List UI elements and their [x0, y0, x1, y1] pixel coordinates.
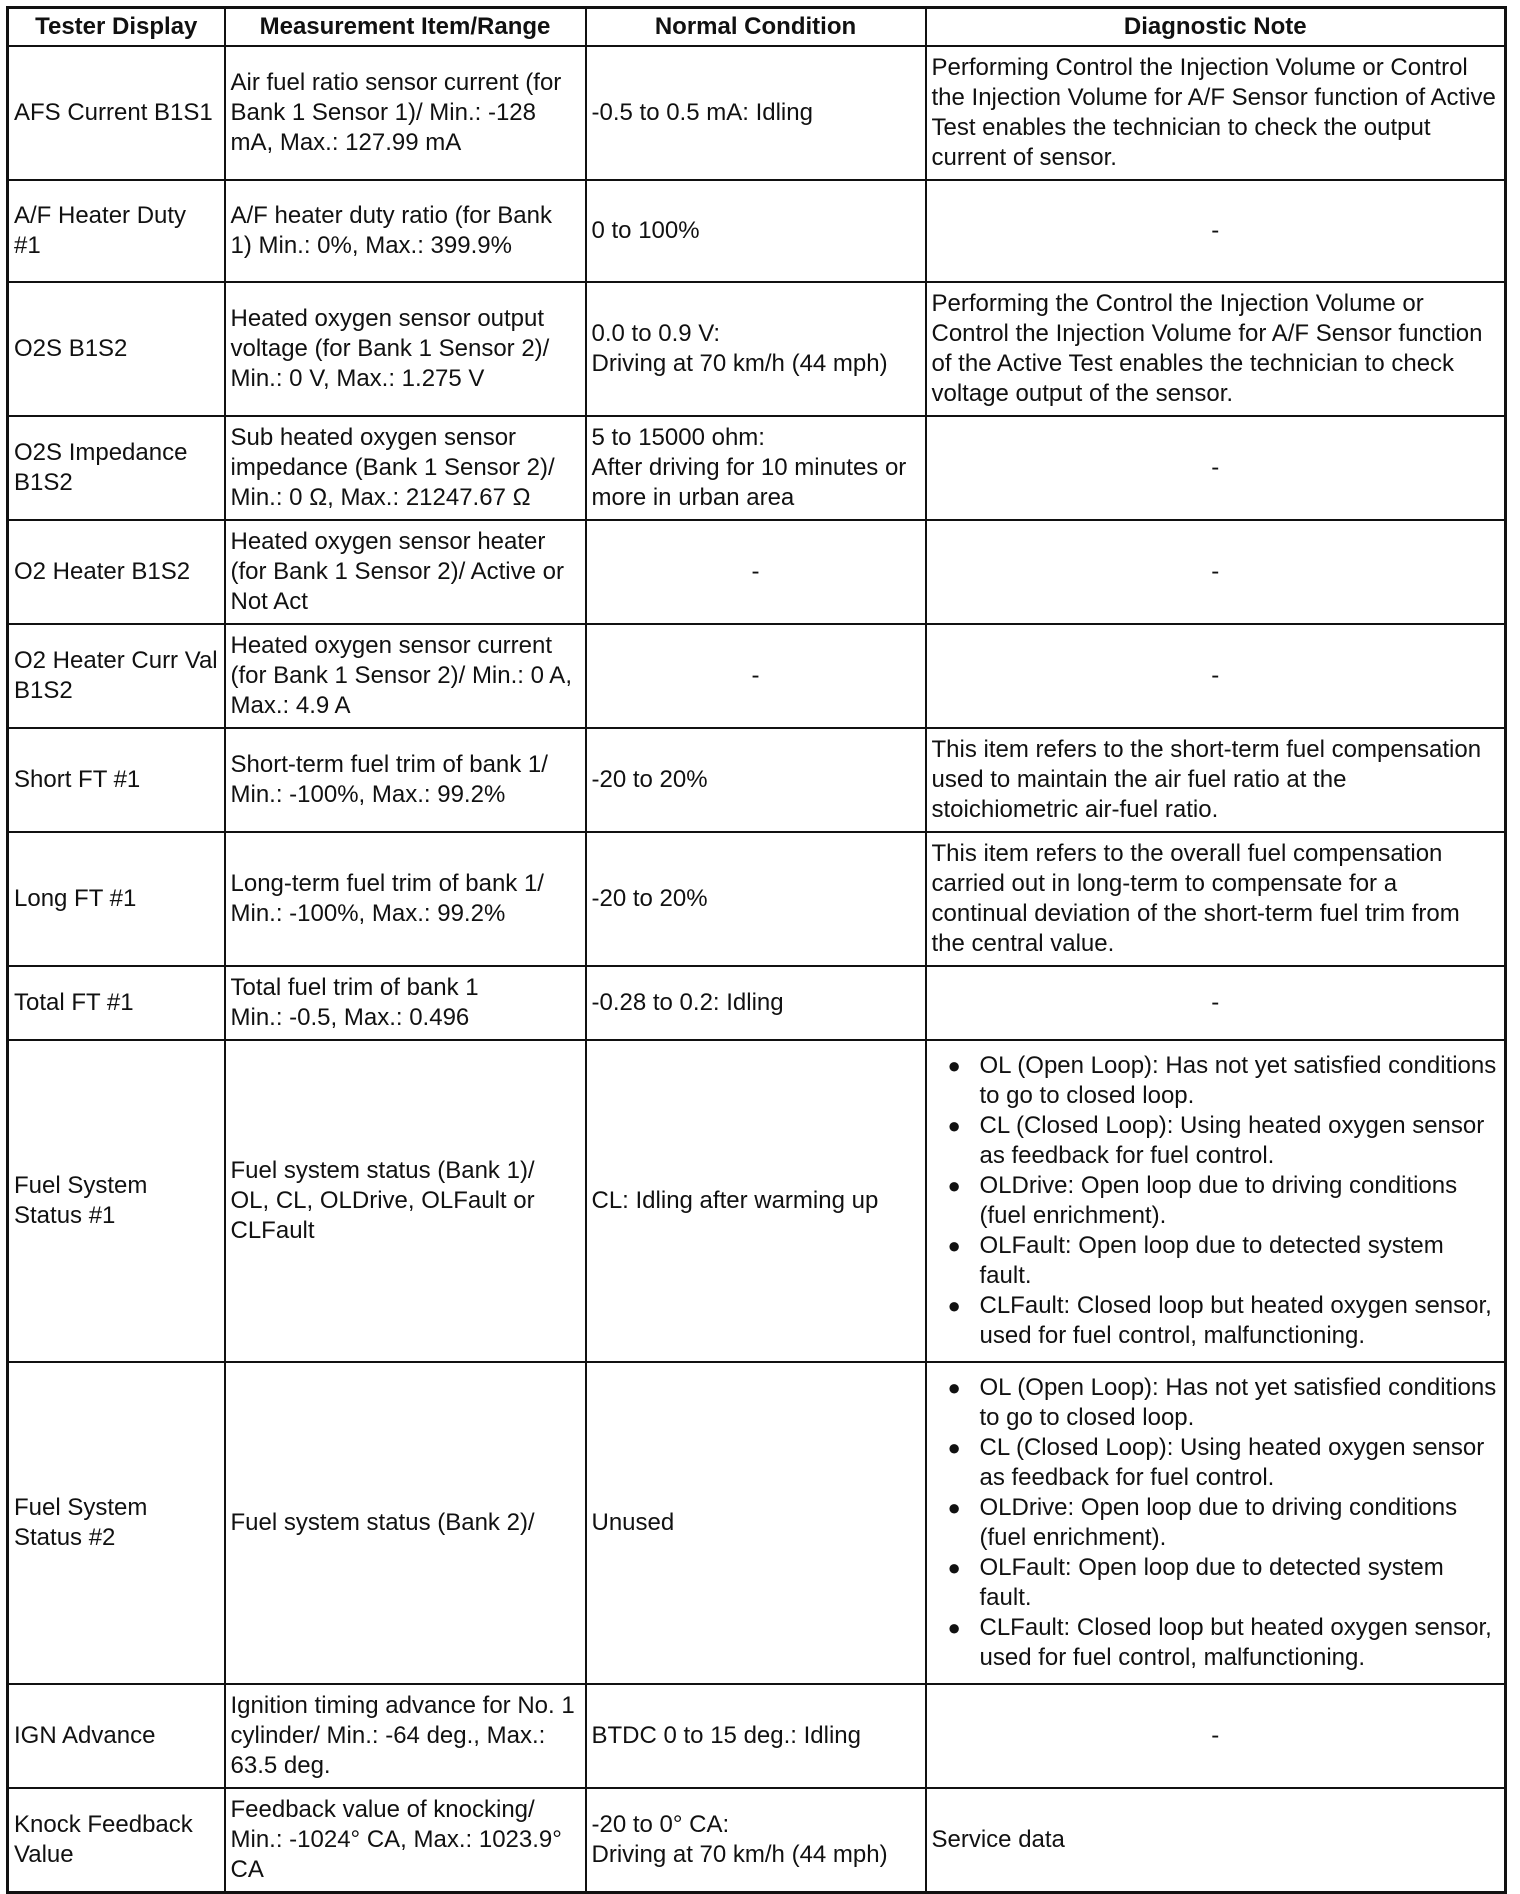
cell-tester-display: A/F Heater Duty #1	[8, 180, 225, 282]
cell-diagnostic-note: -	[926, 624, 1506, 728]
table-header-row	[8, 8, 1506, 47]
cell-diagnostic-note: This item refers to the short-term fuel compensation used to maintain the air fuel ratio at the stoichiometric air-fuel ratio.	[926, 728, 1506, 832]
cell-diagnostic-note: Service data	[926, 1788, 1506, 1893]
service-data-table-container	[6, 6, 1504, 1894]
list-item	[932, 1171, 1500, 1231]
cell-normal-condition	[586, 1788, 926, 1893]
bullet-text: OLDrive: Open loop due to driving conditions (fuel enrichment).	[979, 1172, 1458, 1229]
table-row	[8, 416, 1506, 520]
cell-normal-condition: -0.5 to 0.5 mA: Idling	[586, 46, 926, 180]
bullet-text: CLFault: Closed loop but heated oxygen sensor, used for fuel control, malfunctioning.	[979, 1614, 1492, 1671]
service-data-table	[6, 6, 1507, 1894]
cell-measurement: Feedback value of knocking/ Min.: -1024° CA, Max.: 1023.9° CA	[225, 1788, 586, 1893]
header-normal-condition: Normal Condition	[586, 8, 926, 47]
cell-normal-condition: -20 to 20%	[586, 832, 926, 966]
bullet-text: CL (Closed Loop): Using heated oxygen sensor as feedback for fuel control.	[979, 1112, 1485, 1169]
cell-tester-display: O2 Heater Curr Val B1S2	[8, 624, 225, 728]
cell-measurement: Fuel system status (Bank 2)/	[225, 1362, 586, 1684]
table-row	[8, 832, 1506, 966]
header-diagnostic-note: Diagnostic Note	[926, 8, 1506, 47]
measurement-item: Total fuel trim of bank 1	[230, 974, 479, 1001]
cell-measurement: Heated oxygen sensor heater (for Bank 1 Sensor 2)/ Active or Not Act	[225, 520, 586, 624]
cell-normal-condition	[586, 416, 926, 520]
table-row	[8, 728, 1506, 832]
cell-measurement: Short-term fuel trim of bank 1/ Min.: -100%, Max.: 99.2%	[225, 728, 586, 832]
list-item	[932, 1291, 1500, 1351]
cell-tester-display: AFS Current B1S1	[8, 46, 225, 180]
cell-normal-condition: CL: Idling after warming up	[586, 1040, 926, 1362]
cell-tester-display: O2 Heater B1S2	[8, 520, 225, 624]
list-item	[932, 1111, 1500, 1171]
list-item	[932, 1613, 1500, 1673]
table-row	[8, 46, 1506, 180]
table-row	[8, 1684, 1506, 1788]
bullet-icon: ●	[947, 1615, 961, 1640]
cell-tester-display: O2S Impedance B1S2	[8, 416, 225, 520]
bullet-icon: ●	[947, 1293, 961, 1318]
bullet-icon: ●	[947, 1375, 961, 1400]
cell-diagnostic-note: -	[926, 180, 1506, 282]
normal-condition-detail: Driving at 70 km/h (44 mph)	[591, 350, 888, 377]
normal-condition-value: 0.0 to 0.9 V:	[591, 320, 721, 347]
table-row	[8, 624, 1506, 728]
cell-measurement: Air fuel ratio sensor current (for Bank 1 Sensor 1)/ Min.: -128 mA, Max.: 127.99 mA	[225, 46, 586, 180]
cell-diagnostic-note: Performing the Control the Injection Volume or Control the Injection Volume for A/F Sensor function of the Active Test enables the technician to check voltage output of the sensor.	[926, 282, 1506, 416]
bullet-icon: ●	[947, 1173, 961, 1198]
cell-normal-condition	[586, 282, 926, 416]
cell-diagnostic-note: This item refers to the overall fuel compensation carried out in long-term to compensate for a continual deviation of the short-term fuel trim from the central value.	[926, 832, 1506, 966]
bullet-icon: ●	[947, 1113, 961, 1138]
table-row	[8, 966, 1506, 1040]
cell-normal-condition: BTDC 0 to 15 deg.: Idling	[586, 1684, 926, 1788]
cell-diagnostic-note: Performing Control the Injection Volume or Control the Injection Volume for A/F Sensor function of Active Test enables the technician to check the output current of sensor.	[926, 46, 1506, 180]
bullet-icon: ●	[947, 1495, 961, 1520]
cell-diagnostic-note	[926, 1040, 1506, 1362]
cell-measurement: A/F heater duty ratio (for Bank 1) Min.: 0%, Max.: 399.9%	[225, 180, 586, 282]
normal-condition-value: -20 to 0° CA:	[591, 1811, 730, 1838]
bullet-text: OL (Open Loop): Has not yet satisfied conditions to go to closed loop.	[979, 1052, 1497, 1109]
table-row	[8, 520, 1506, 624]
cell-tester-display: Short FT #1	[8, 728, 225, 832]
cell-tester-display: Total FT #1	[8, 966, 225, 1040]
list-item	[932, 1433, 1500, 1493]
cell-normal-condition: -0.28 to 0.2: Idling	[586, 966, 926, 1040]
cell-tester-display: Fuel System Status #2	[8, 1362, 225, 1684]
list-item	[932, 1051, 1500, 1111]
list-item	[932, 1373, 1500, 1433]
bullet-icon: ●	[947, 1053, 961, 1078]
cell-normal-condition: Unused	[586, 1362, 926, 1684]
bullet-text: OLFault: Open loop due to detected system fault.	[979, 1232, 1444, 1289]
cell-measurement: Long-term fuel trim of bank 1/ Min.: -100%, Max.: 99.2%	[225, 832, 586, 966]
header-measurement-item: Measurement Item/Range	[225, 8, 586, 47]
table-row	[8, 180, 1506, 282]
cell-diagnostic-note	[926, 1362, 1506, 1684]
cell-diagnostic-note: -	[926, 1684, 1506, 1788]
fuel-status-bullet-list	[932, 1373, 1500, 1673]
cell-normal-condition: -	[586, 624, 926, 728]
bullet-icon: ●	[947, 1233, 961, 1258]
table-row	[8, 1788, 1506, 1893]
bullet-icon: ●	[947, 1555, 961, 1580]
cell-normal-condition: 0 to 100%	[586, 180, 926, 282]
bullet-text: CL (Closed Loop): Using heated oxygen sensor as feedback for fuel control.	[979, 1434, 1485, 1491]
cell-measurement: Heated oxygen sensor current (for Bank 1 Sensor 2)/ Min.: 0 A, Max.: 4.9 A	[225, 624, 586, 728]
cell-tester-display: Knock Feedback Value	[8, 1788, 225, 1893]
normal-condition-detail: Driving at 70 km/h (44 mph)	[591, 1841, 888, 1868]
bullet-text: CLFault: Closed loop but heated oxygen sensor, used for fuel control, malfunctioning.	[979, 1292, 1492, 1349]
list-item	[932, 1493, 1500, 1553]
cell-normal-condition: -20 to 20%	[586, 728, 926, 832]
measurement-range: Min.: -0.5, Max.: 0.496	[230, 1004, 470, 1031]
table-row	[8, 1362, 1506, 1684]
cell-measurement: Ignition timing advance for No. 1 cylinder/ Min.: -64 deg., Max.: 63.5 deg.	[225, 1684, 586, 1788]
list-item	[932, 1553, 1500, 1613]
cell-tester-display: Fuel System Status #1	[8, 1040, 225, 1362]
normal-condition-value: 5 to 15000 ohm:	[591, 424, 765, 451]
cell-tester-display: IGN Advance	[8, 1684, 225, 1788]
table-row	[8, 282, 1506, 416]
bullet-icon: ●	[947, 1435, 961, 1460]
bullet-text: OLDrive: Open loop due to driving conditions (fuel enrichment).	[979, 1494, 1458, 1551]
table-row	[8, 1040, 1506, 1362]
cell-diagnostic-note: -	[926, 520, 1506, 624]
cell-normal-condition: -	[586, 520, 926, 624]
cell-measurement	[225, 966, 586, 1040]
bullet-text: OLFault: Open loop due to detected system fault.	[979, 1554, 1444, 1611]
normal-condition-detail: After driving for 10 minutes or more in urban area	[591, 454, 907, 511]
cell-measurement: Heated oxygen sensor output voltage (for Bank 1 Sensor 2)/ Min.: 0 V, Max.: 1.275 V	[225, 282, 586, 416]
cell-diagnostic-note: -	[926, 966, 1506, 1040]
cell-tester-display: O2S B1S2	[8, 282, 225, 416]
list-item	[932, 1231, 1500, 1291]
header-tester-display: Tester Display	[8, 8, 225, 47]
fuel-status-bullet-list	[932, 1051, 1500, 1351]
cell-diagnostic-note: -	[926, 416, 1506, 520]
bullet-text: OL (Open Loop): Has not yet satisfied conditions to go to closed loop.	[979, 1374, 1497, 1431]
cell-tester-display: Long FT #1	[8, 832, 225, 966]
cell-measurement: Sub heated oxygen sensor impedance (Bank 1 Sensor 2)/ Min.: 0 Ω, Max.: 21247.67 Ω	[225, 416, 586, 520]
cell-measurement: Fuel system status (Bank 1)/ OL, CL, OLDrive, OLFault or CLFault	[225, 1040, 586, 1362]
